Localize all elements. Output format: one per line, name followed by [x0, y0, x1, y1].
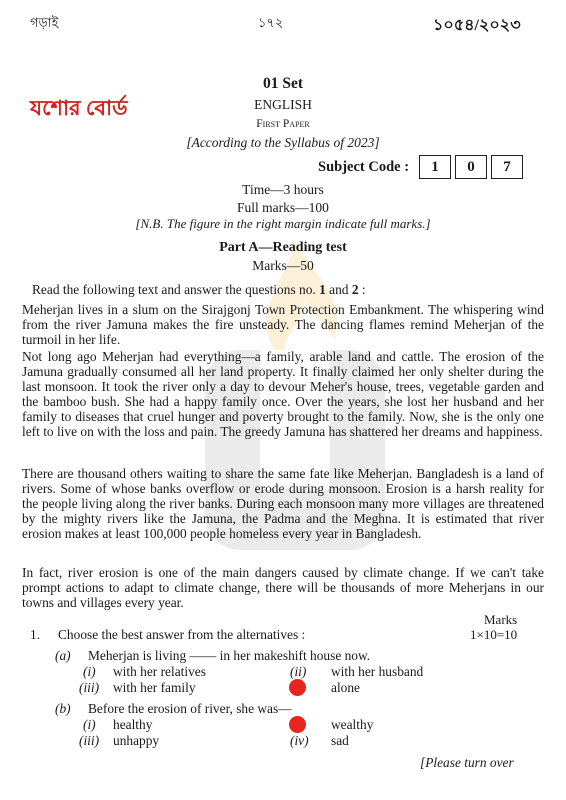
question-1-number: 1.	[30, 627, 41, 642]
passage-paragraph: There are thousand others waiting to share the same fate like Meherjan. Bangladesh is a land of rivers. Some of whose banks overflow or erode during monsoon. Erosion is a harsh reality for the people living along the river banks. During each monsoon many more villages are threatened by the mighty rivers like the Jamuna, the Padma and the Meghna. It is estimated that river erosion makes at least 100,000 people homeless every year in Bangladesh.	[22, 466, 544, 542]
option-number: (iv)	[290, 733, 309, 748]
option-b-ii-text: wealthy	[331, 717, 374, 732]
subject-code-label: Subject Code :	[318, 158, 410, 175]
subject-code-digit: 0	[455, 155, 487, 179]
header-question-id: ১০৫৪/২০২৩	[433, 17, 521, 34]
instruction-question-2: 2	[351, 282, 359, 297]
option-b-i[interactable]	[83, 717, 96, 733]
syllabus-note: [According to the Syllabus of 2023]	[186, 135, 380, 150]
option-a-iv-text: alone	[331, 680, 360, 695]
full-marks: Full marks—100	[237, 200, 329, 215]
subject-code-digit: 7	[491, 155, 523, 179]
marks-note: [N.B. The figure in the right margin indicate full marks.]	[135, 216, 431, 231]
part-a-marks: Marks—50	[252, 258, 314, 273]
header-left-label: গড়াই	[30, 15, 59, 30]
selected-answer-mark[interactable]	[289, 716, 306, 733]
option-number: (ii)	[290, 664, 307, 679]
option-b-i-text: healthy	[113, 717, 153, 732]
option-number: (iii)	[79, 733, 100, 748]
item-b-label: (b)	[55, 701, 71, 716]
option-b-iv[interactable]	[290, 733, 309, 749]
marks-column-label: Marks	[484, 612, 518, 627]
option-number: (iii)	[79, 680, 100, 695]
option-b-iv-text: sad	[331, 733, 349, 748]
passage-paragraph: Not long ago Meherjan had everything—a family, arable land and cattle. The erosion of the Jamuna gradually consumed all her land property. It finally claimed her only shelter during the last monsoon. It took the river only a day to devour Meher's house, trees, vegetable garden and the bamboo bush. She had a happy family once. Over the years, she lost her husband and her family to diseases that cruel hunger and poverty brought to the family. Now, she is the only one left to live on with the loss and pain. The greedy Jamuna has shattered her dreams and happiness.	[22, 349, 544, 440]
option-b-iii[interactable]	[79, 733, 99, 749]
subject-code	[318, 155, 523, 179]
question-1-marks: 1×10=10	[470, 627, 518, 642]
subject-title: ENGLISH	[254, 97, 312, 112]
paper-title: First Paper	[256, 118, 310, 130]
subject-code-digit: 1	[419, 155, 451, 179]
option-a-i-text: with her relatives	[113, 664, 206, 679]
set-label: 01 Set	[262, 75, 304, 92]
option-number: (i)	[83, 717, 96, 732]
passage-paragraph: Meherjan lives in a slum on the Sirajgonj Town Protection Embankment. The whispering wind from the river Jamuna makes the fire unsteady. The dancing flames remind Meherjan of the turmoil in her life.	[22, 302, 544, 348]
option-a-iii[interactable]	[79, 680, 99, 696]
option-a-iii-text: with her family	[113, 680, 196, 695]
time-allowed: Time—3 hours	[242, 182, 324, 197]
item-label	[55, 648, 71, 664]
passage-paragraph: In fact, river erosion is one of the main dangers caused by climate change. If we can't take prompt actions to adapt to climate change, there will be thousands of more Meherjans in our towns and villages every year.	[22, 565, 544, 611]
instruction-text: Read the following text and answer the questions no.	[32, 282, 320, 297]
item-a-stem: Meherjan is living —— in her makeshift house now.	[88, 648, 371, 663]
part-a-title: Part A—Reading test	[219, 240, 347, 255]
turn-over-note: [Please turn over	[420, 755, 514, 770]
option-a-ii-text: with her husband	[331, 664, 424, 679]
item-a-label: (a)	[55, 648, 71, 663]
instruction-colon: :	[358, 282, 366, 297]
item-label	[55, 701, 71, 717]
item-b-stem: Before the erosion of river, she was—	[88, 701, 292, 716]
option-number: (i)	[83, 664, 96, 679]
option-a-ii[interactable]	[290, 664, 306, 680]
instruction-question-1: 1	[319, 282, 326, 297]
question-1-text: Choose the best answer from the alternatives :	[58, 627, 306, 642]
selected-answer-mark[interactable]	[289, 679, 306, 696]
reading-instruction	[32, 282, 366, 298]
option-b-iii-text: unhappy	[113, 733, 160, 748]
option-a-i[interactable]	[83, 664, 96, 680]
instruction-and: and	[325, 282, 352, 297]
header-page-number: ১৭২	[258, 15, 284, 30]
board-stamp: যশোর বোর্ড	[30, 96, 128, 120]
